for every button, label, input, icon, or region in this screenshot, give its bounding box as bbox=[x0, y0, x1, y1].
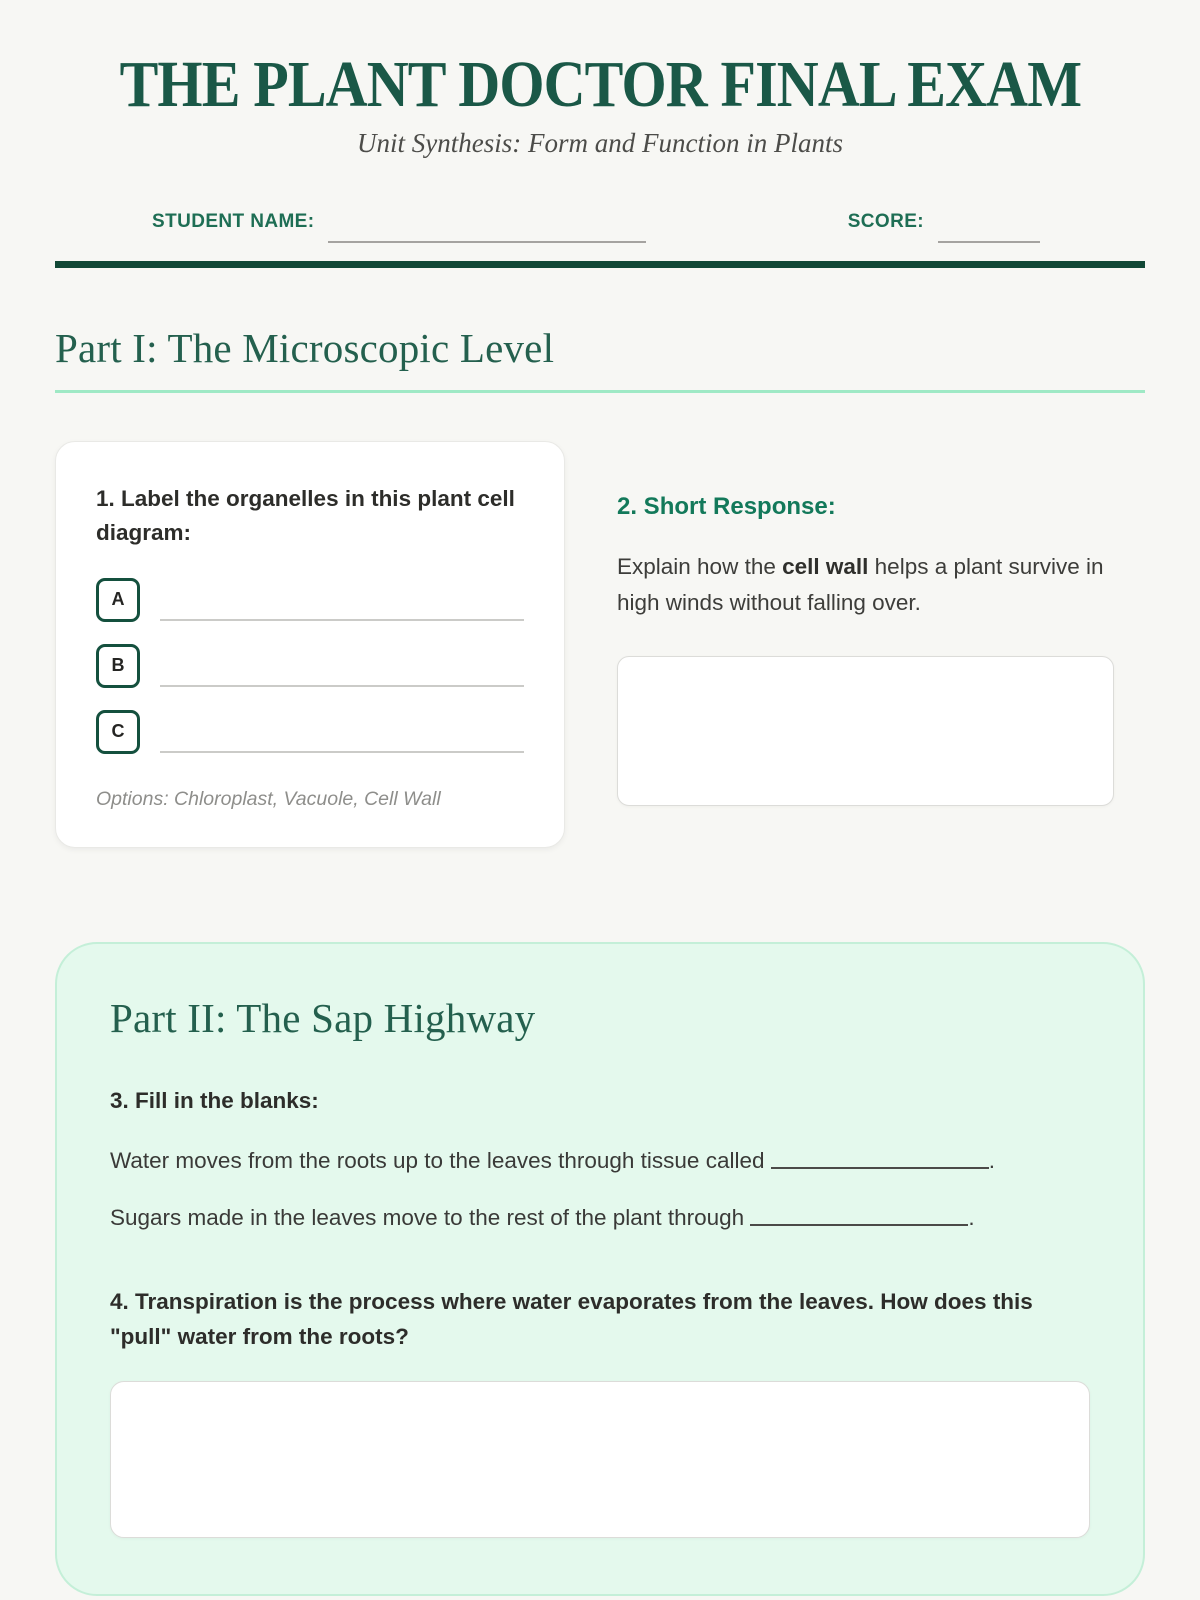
part1-underline-rule bbox=[55, 390, 1145, 393]
answer-line-a[interactable] bbox=[160, 615, 524, 621]
label-row-a bbox=[96, 578, 524, 622]
part1-heading: Part I: The Microscopic Level bbox=[55, 325, 555, 371]
part2-section bbox=[55, 942, 1145, 1596]
header-separator-bar bbox=[55, 261, 1145, 268]
question3-sentence2-text: Sugars made in the leaves move to the rest of the plant through bbox=[110, 1205, 751, 1231]
label-row-c bbox=[96, 710, 524, 754]
question3-sentence1-period: . bbox=[988, 1147, 996, 1173]
question3-blank-2[interactable] bbox=[750, 1220, 968, 1226]
student-name-field bbox=[152, 211, 646, 233]
part1-section bbox=[55, 324, 1145, 848]
question2-prompt-bold: cell wall bbox=[782, 554, 869, 579]
label-badge-a: A bbox=[96, 578, 140, 622]
page-title bbox=[0, 0, 1200, 121]
question2-answer-box[interactable] bbox=[617, 656, 1114, 806]
question2-heading: 2. Short Response: bbox=[617, 493, 836, 520]
question1-label-rows bbox=[96, 578, 524, 754]
answer-line-c[interactable] bbox=[160, 747, 524, 753]
page-subtitle: Unit Synthesis: Form and Function in Plants bbox=[357, 128, 843, 158]
student-info-row bbox=[152, 211, 1040, 233]
label-row-b bbox=[96, 644, 524, 688]
question2-prompt bbox=[617, 549, 1117, 622]
question1-card bbox=[55, 441, 565, 848]
question3-sentence1-text: Water moves from the roots up to the leaves through tissue called bbox=[110, 1147, 771, 1173]
question2-block bbox=[617, 441, 1117, 806]
question3-sentence-2 bbox=[110, 1201, 1090, 1235]
answer-line-b[interactable] bbox=[160, 681, 524, 687]
question3-blank-1[interactable] bbox=[771, 1163, 989, 1169]
part1-columns bbox=[55, 441, 1145, 848]
question2-prompt-before: Explain how the bbox=[617, 554, 783, 579]
score-label: SCORE: bbox=[847, 211, 924, 232]
exam-header bbox=[0, 0, 1200, 268]
student-name-label: STUDENT NAME: bbox=[152, 211, 315, 232]
student-name-input-line[interactable] bbox=[328, 237, 646, 243]
question4-prompt: 4. Transpiration is the process where water evaporates from the leaves. How does this "pull" water from the roots? bbox=[110, 1289, 1033, 1349]
label-badge-c: C bbox=[96, 710, 140, 754]
page-title-text: THE PLANT DOCTOR FINAL EXAM bbox=[119, 48, 1081, 121]
question3-sentence-1 bbox=[110, 1144, 1090, 1178]
question3-heading: 3. Fill in the blanks: bbox=[110, 1087, 319, 1113]
part2-heading: Part II: The Sap Highway bbox=[110, 994, 536, 1041]
question4-answer-box[interactable] bbox=[110, 1381, 1090, 1538]
score-input-line[interactable] bbox=[938, 237, 1040, 243]
score-field bbox=[848, 211, 1040, 233]
question3-sentence2-period: . bbox=[968, 1205, 975, 1231]
question1-prompt: 1. Label the organelles in this plant cell diagram: bbox=[96, 486, 515, 545]
question2-prompt-after: helps a plant survive in high winds without falling over. bbox=[617, 554, 1104, 616]
question1-options-note: Options: Chloroplast, Vacuole, Cell Wall bbox=[96, 787, 441, 810]
label-badge-b: B bbox=[96, 644, 140, 688]
